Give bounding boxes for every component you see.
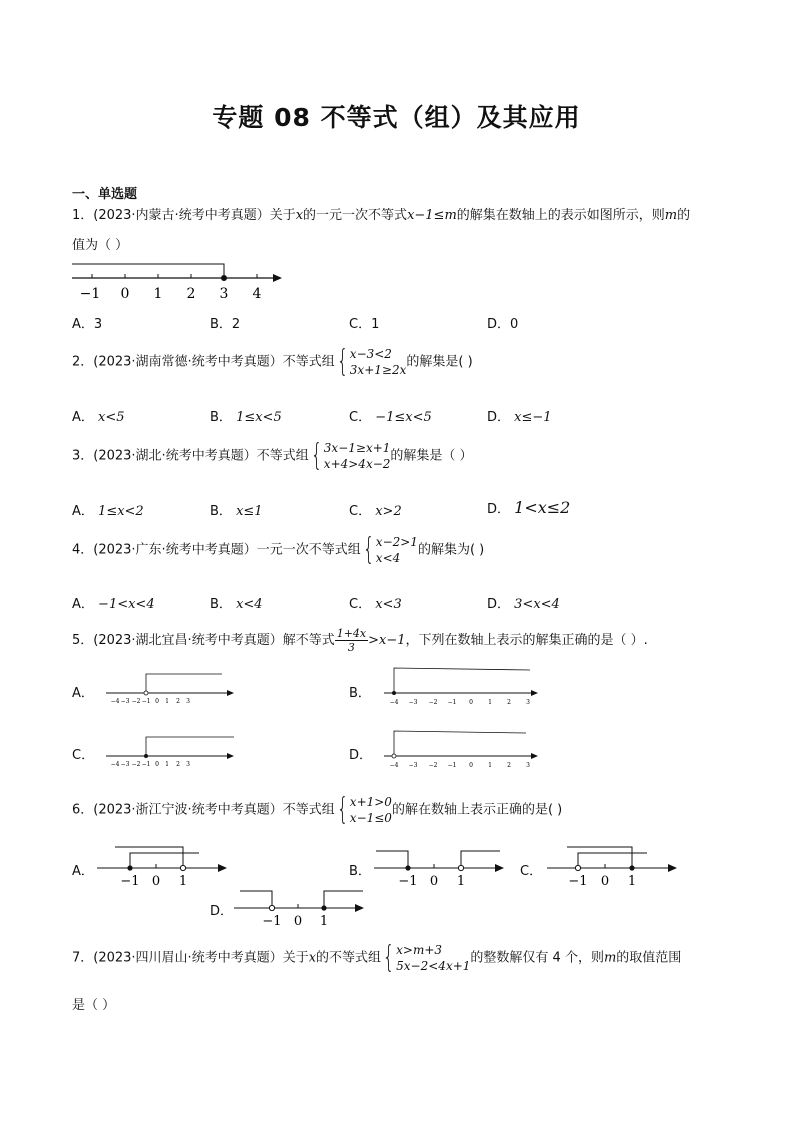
q1-tick: 0 [120,286,130,302]
question-1 [72,206,690,226]
svg-text:−3: −3 [120,698,130,705]
question-7-line2: 是（ ） [72,998,116,1013]
question-3 [72,440,473,472]
svg-text:1: 1 [178,874,188,889]
q7-prefix: 7．(2023·四川眉山·统考中考真题）关于 [72,950,309,966]
q1-mid: 的一元一次不等式 [303,208,408,223]
q3-suffix: 的解集是（ ） [390,448,473,464]
q6-option-c[interactable]: C． [520,864,543,879]
q1-tick: 3 [219,286,229,302]
svg-text:−1: −1 [568,874,588,889]
q7-suffix: 的整数解仅有 4 个，则 [470,950,604,966]
question-1-line2: 值为（ ） [72,238,129,253]
q5-number-line-b [382,664,542,710]
svg-text:−2: −2 [428,699,438,706]
q4-option-b[interactable]: B． x<4 [210,597,263,612]
q3-brace: { [310,438,322,473]
svg-text:−4: −4 [110,698,120,705]
q1-tick: 2 [186,286,196,302]
question-7 [72,942,681,974]
svg-text:−1: −1 [447,699,457,706]
svg-text:1: 1 [165,761,169,768]
question-6 [72,794,562,826]
q1-tick: 4 [252,286,262,302]
q3-option-d[interactable]: D． 1<x≤2 [487,498,571,517]
q1-option-c[interactable]: C．1 [349,317,380,332]
question-2 [72,346,473,378]
q3-prefix: 3．(2023·湖北·统考中考真题）不等式组 [72,448,309,464]
svg-text:−1: −1 [141,698,151,705]
svg-text:1: 1 [319,914,329,929]
svg-text:2: 2 [176,698,180,705]
q1-tick: 1 [153,286,163,302]
q4-brace: { [362,532,374,567]
svg-text:3: 3 [186,761,190,768]
svg-text:3: 3 [526,699,530,706]
q7-var: x [308,950,317,966]
q3-option-a[interactable]: A． 1≤x<2 [72,504,144,519]
q1-number-line [70,258,290,302]
question-5 [72,627,648,654]
q2-option-b[interactable]: B． 1≤x<5 [210,410,282,425]
q3-option-c[interactable]: C． x>2 [349,504,402,519]
q2-option-d[interactable]: D． x≤−1 [487,410,552,425]
q6-number-line-c [545,843,685,889]
q6-system: x+1>0 x−1≤0 [349,795,392,825]
q7-var2: m [603,950,617,966]
section-heading: 一、单选题 [72,187,138,202]
q1-var: x [295,208,304,223]
q6-option-d[interactable]: D． [210,904,234,919]
svg-text:0: 0 [293,914,303,929]
q4-system: x−2>1 x<4 [375,535,418,565]
svg-text:−1: −1 [120,874,140,889]
svg-text:1: 1 [488,699,492,706]
svg-text:−3: −3 [408,762,418,769]
q4-option-a[interactable]: A． −1<x<4 [72,597,155,612]
q5-number-line-a [104,670,239,710]
svg-text:−3: −3 [408,699,418,706]
svg-text:0: 0 [469,762,473,769]
svg-text:−4: −4 [389,699,399,706]
question-4 [72,534,484,566]
q6-number-line-d [232,883,372,929]
svg-text:−4: −4 [389,762,399,769]
q2-system: x−3<2 3x+1≥2x [349,347,407,377]
q7-tail: 的取值范围 [616,950,682,966]
q5-option-d[interactable]: D． [349,748,373,763]
svg-text:3: 3 [526,762,530,769]
q3-option-b[interactable]: B． x≤1 [210,504,263,519]
q2-brace: { [336,344,348,379]
svg-text:1: 1 [627,874,637,889]
svg-text:−1: −1 [398,874,418,889]
svg-text:3: 3 [186,698,190,705]
q3-system: 3x−1≥x+1 x+4>4x−2 [323,441,391,471]
q6-option-b[interactable]: B． [349,864,371,879]
q6-option-a[interactable]: A． [72,864,94,879]
q7-mid: 的不等式组 [316,950,382,966]
q2-prefix: 2．(2023·湖南常德·统考中考真题）不等式组 [72,354,335,370]
q1-var2: m [664,208,678,223]
q2-option-c[interactable]: C． −1≤x<5 [349,410,432,425]
q5-suffix: ，下列在数轴上表示的解集正确的是（ ）. [405,633,648,648]
q4-option-d[interactable]: D． 3<x<4 [487,597,560,612]
q5-option-c[interactable]: C． [72,748,95,763]
q1-option-d[interactable]: D．0 [487,317,519,332]
q1-suffix: 的解集在数轴上的表示如图所示，则 [456,208,665,223]
q5-fraction: $\frac{1+4x}{3}$ [336,627,367,654]
q1-tick: −1 [79,286,101,302]
q5-expr: >x−1 [368,633,406,648]
q2-option-a[interactable]: A． x<5 [72,410,125,425]
svg-text:−2: −2 [428,762,438,769]
svg-text:1: 1 [456,874,466,889]
svg-text:−1: −1 [447,762,457,769]
svg-text:−3: −3 [120,761,130,768]
q1-option-b[interactable]: B．2 [210,317,241,332]
svg-text:−1: −1 [141,761,151,768]
q1-option-a[interactable]: A．3 [72,317,103,332]
q4-prefix: 4．(2023·广东·统考中考真题）一元一次不等式组 [72,542,361,558]
q6-suffix: 的解在数轴上表示正确的是( ) [391,802,563,818]
q5-option-b[interactable]: B． [349,686,371,701]
q2-suffix: 的解集是( ) [406,354,473,370]
svg-text:−4: −4 [110,761,120,768]
q5-number-line-d [382,727,542,773]
q6-prefix: 6．(2023·浙江宁波·统考中考真题）不等式组 [72,802,335,818]
q7-system: x>m+3 5x−2<4x+1 [396,943,471,973]
svg-text:1: 1 [488,762,492,769]
svg-text:0: 0 [469,699,473,706]
svg-text:2: 2 [176,761,180,768]
svg-text:2: 2 [507,699,511,706]
svg-text:0: 0 [600,874,610,889]
q1-tail: 的 [677,208,691,223]
svg-text:0: 0 [429,874,439,889]
q4-option-c[interactable]: C． x<3 [349,597,402,612]
q5-option-a[interactable]: A． [72,686,94,701]
svg-text:−1: −1 [262,914,282,929]
svg-text:2: 2 [507,762,511,769]
svg-text:−2: −2 [131,698,141,705]
q4-suffix: 的解集为( ) [417,542,485,558]
q6-number-line-a [95,843,235,889]
svg-text:1: 1 [165,698,169,705]
svg-text:0: 0 [151,874,161,889]
page-title: 专题 08 不等式（组）及其应用 [212,103,581,132]
q5-number-line-c [104,733,239,773]
q5-prefix: 5．(2023·湖北宜昌·统考中考真题）解不等式 [72,633,335,648]
svg-text:0: 0 [155,698,159,705]
svg-text:−2: −2 [131,761,141,768]
q7-brace: { [382,940,395,975]
q1-prefix: 1．(2023·内蒙古·统考中考真题）关于 [72,208,296,223]
q1-expr: x−1≤m [407,208,457,223]
q6-number-line-b [372,843,512,889]
q6-brace: { [336,792,348,827]
svg-text:0: 0 [155,761,159,768]
